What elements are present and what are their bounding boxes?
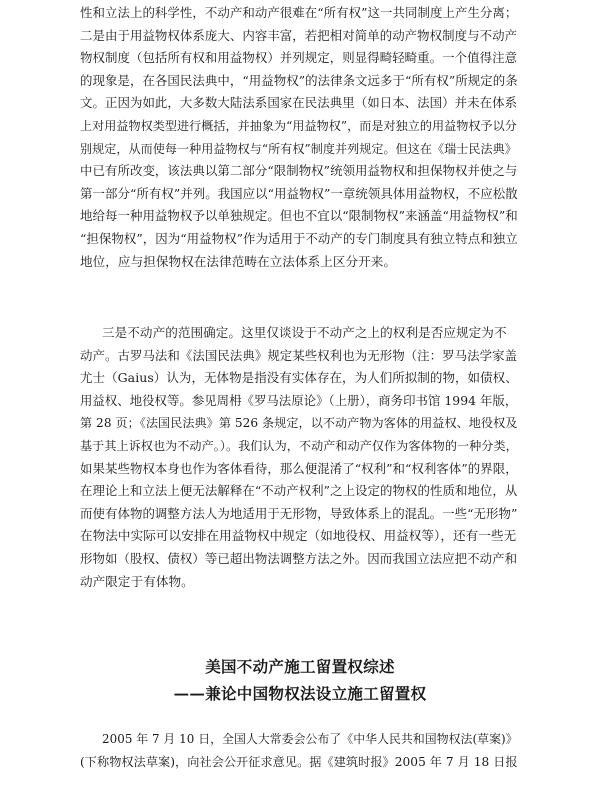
text-line: 如果某些物权本身也作为客体看待，那么便混淆了“权利”和“权利客体”的界限， bbox=[80, 460, 518, 476]
text-line: 第 28 页；《法国民法典》第 526 条规定，以不动产物为客体的用益权、地役权及 bbox=[80, 416, 518, 431]
text-line: 动产。古罗马法和《法国民法典》规定某些权利也为无形物（注：罗马法学家盖 bbox=[80, 347, 518, 363]
text-line: 而使有体物的调整方法人为地适用于无形物，导致体系上的混乱。一些“无形物” bbox=[80, 505, 518, 521]
text-line: 基于其上诉权也为不动产。）。我们认为，不动产和动产仅作为客体物的一种分类， bbox=[80, 438, 518, 453]
article-opening-paragraph bbox=[80, 728, 520, 773]
text-line: 中已有所改变，该法典以第二部分“限制物权”统领用益物权和担保物权并使之与 bbox=[80, 163, 518, 179]
text-line: 形物如（股权、债权）等已超出物法调整方法之外。因而我国立法应把不动产和 bbox=[80, 550, 518, 566]
text-line: 上对用益物权类型进行概括，并抽象为“用益物权”，而是对独立的用益物权予以分 bbox=[80, 118, 517, 133]
article-subtitle: ——兼论中国物权法设立施工留置权 bbox=[173, 684, 427, 703]
paragraph-immovable-scope bbox=[80, 322, 520, 593]
text-line: “担保物权”，因为“用益物权”作为适用于不动产的专门制度具有独立特点和独立 bbox=[80, 230, 518, 246]
text-line: 在理论上和立法上便无法解释在“不动产权利”之上设定的物权的性质和地位，从 bbox=[80, 483, 518, 499]
text-line: 的现象是，在各国民法典中，“用益物权”的法律条文远多于“所有权”所规定的条 bbox=[80, 72, 518, 88]
text-line: 用益权、地役权等。参见周枏《罗马法原论》（上册），商务印书馆 1994 年版， bbox=[80, 392, 518, 408]
text-line: (下称物权法草案)，向社会公开征求意见。据《建筑时报》2005 年 7 月 18 日报 bbox=[80, 754, 518, 769]
text-line: 性和立法上的科学性，不动产和动产很难在“所有权”这一共同制度上产生分离； bbox=[80, 5, 518, 20]
article-title: 美国不动产施工留置权综述 bbox=[205, 657, 395, 676]
text-line: 在物法中实际可以安排在用益物权中规定（如地役权、用益权等），还有一些无 bbox=[80, 528, 517, 544]
text-line: 动产限定于有体物。 bbox=[80, 573, 194, 589]
text-line: 别规定，从而使每一种用益物权与“所有权”制度并列规定。但这在《瑞士民法典》 bbox=[80, 141, 517, 156]
text-line: 地位，应与担保物权在法律范畴在立法体系上区分开来。 bbox=[80, 253, 397, 269]
text-line: 2005 年 7 月 10 日，全国人大常委会公布了《中华人民共和国物权法(草案)》 bbox=[102, 732, 518, 746]
text-line: 文。正因为如此，大多数大陆法系国家在民法典里（如日本、法国）并未在体系 bbox=[80, 95, 518, 111]
text-line: 地给每一种用益物权予以单独规定。但也不宜以“限制物权”来涵盖“用益物权”和 bbox=[80, 208, 518, 224]
text-line: 尤士（Gaius）认为，无体物是指没有实体存在，为人们所拟制的物，如债权、 bbox=[80, 370, 518, 386]
paragraph-continuation bbox=[80, 2, 520, 273]
text-line: 三是不动产的范围确定。这里仅谈设于不动产之上的权利是否应规定为不 bbox=[102, 325, 507, 340]
text-line: 二是由于用益物权体系庞大、内容丰富，若把相对简单的动产物权制度与不动产 bbox=[80, 27, 518, 43]
text-line: 物权制度（包括所有权和用益物权）并列规定，则显得畸轻畸重。一个值得注意 bbox=[80, 50, 518, 66]
text-line: 第一部分“所有权”并列。我国应以“用益物权”一章统领具体用益物权，不应松散 bbox=[80, 185, 518, 201]
